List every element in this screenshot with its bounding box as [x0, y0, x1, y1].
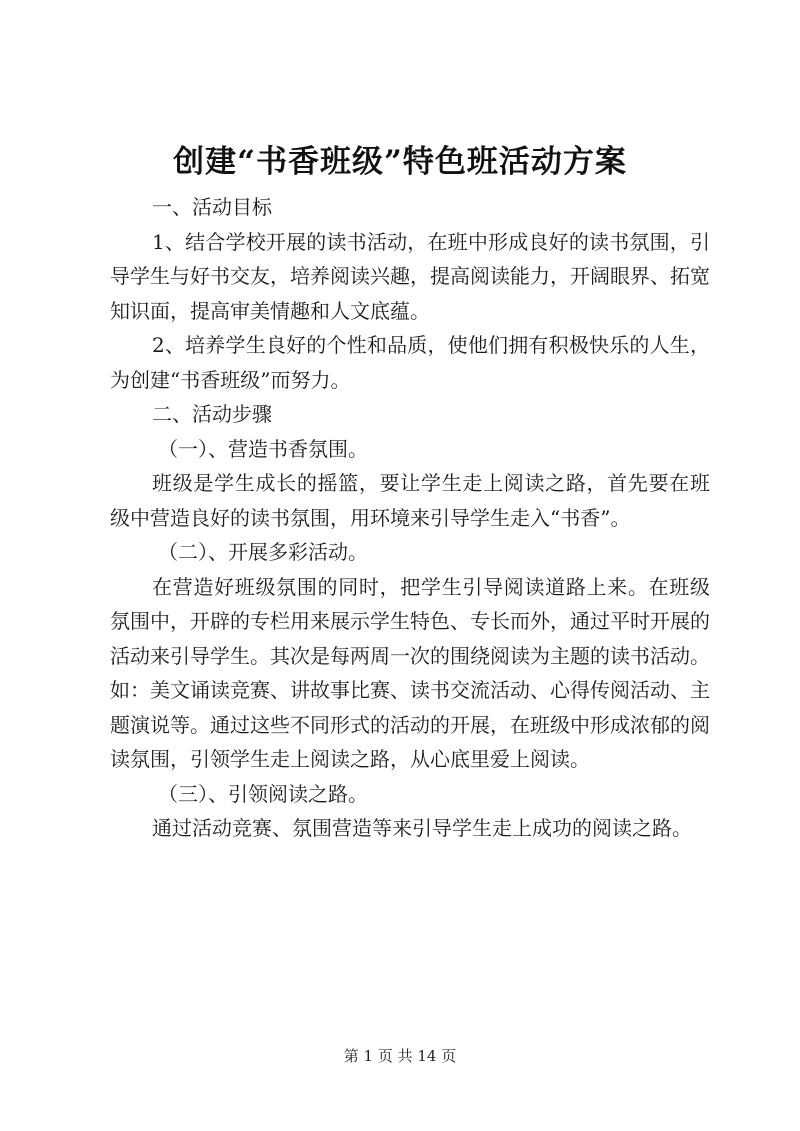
subheading-step-2: （二）、开展多彩活动。 — [158, 540, 368, 564]
document-body — [110, 190, 710, 846]
subheading-step-3: （三）、引领阅读之路。 — [158, 781, 368, 806]
section-heading-goals: 一、活动目标 — [152, 195, 272, 219]
paragraph-step-3: 通过活动竞赛、氛围营造等来引导学生走上成功的阅读之路。 — [152, 816, 692, 840]
document-title: 创建“书香班级”特色班活动方案 — [173, 144, 627, 180]
section-heading-steps: 二、活动步骤 — [152, 402, 272, 426]
paragraph-goal-1: 1、结合学校开展的读书活动，在班中形成良好的读书氛围，引导学生与好书交友，培养阅读兴趣，提高阅读能力，开阔眼界、拓宽知识面，提高审美情趣和人文底蕴。 — [110, 229, 710, 323]
paragraph-goal-2: 2、培养学生良好的个性和品质，使他们拥有积极快乐的人生，为创建“书香班级”而努力。 — [110, 333, 710, 392]
paragraph-step-1: 班级是学生成长的摇篮，要让学生走上阅读之路，首先要在班级中营造良好的读书氛围，用环境来引导学生走入“书香”。 — [110, 471, 710, 530]
paragraph-step-2: 在营造好班级氛围的同时，把学生引导阅读道路上来。在班级氛围中，开辟的专栏用来展示学生特色、专长而外，通过平时开展的活动来引导学生。其次是每两周一次的围绕阅读为主题的读书活动。如：美文诵读竞赛、讲故事比赛、读书交流活动、心得传阅活动、主题演说等。通过这些不同形式的活动的开展，在班级中形成浓郁的阅读氛围，引领学生走上阅读之路，从心底里爱上阅读。 — [110, 574, 710, 771]
subheading-step-1: （一）、营造书香氛围。 — [158, 436, 368, 461]
page-number-footer: 第 1 页 共 14 页 — [343, 1047, 457, 1065]
